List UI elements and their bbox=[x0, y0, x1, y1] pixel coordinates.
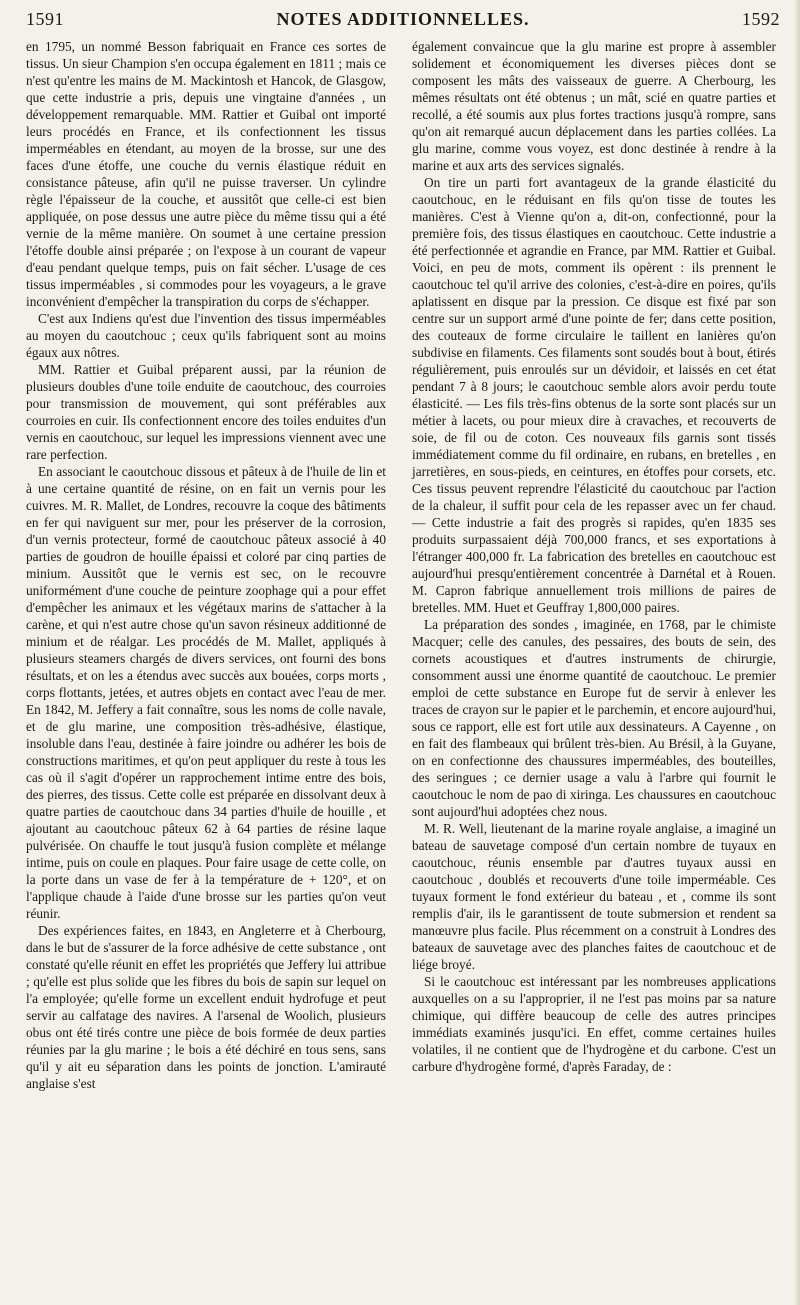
running-title: NOTES ADDITIONNELLES. bbox=[276, 8, 530, 29]
left-column bbox=[26, 38, 386, 1092]
paragraph: également convaincue que la glu marine est propre à assembler solidement et économiquement les diverses pièces dont se composent les mâts des vaisseaux de guerre. A Cherbourg, les mêmes résultats ont été obtenus ; un mât, scié en quatre parties et recollé, a été soumis aux plus fortes tractions jusqu'à rompre, sans qu'on ait remarqué aucun déplacement dans les parties collées. La glu marine, comme vous voyez, est donc destinée à rendre à la marine et aux arts des services signalés. bbox=[412, 39, 776, 173]
paragraph: Si le caoutchouc est intéressant par les nombreuses applications auxquelles on a su l'approprier, il ne l'est pas moins par sa nature chimique, qui diffère beaucoup de celle des autres principes immédiats examinés jusqu'ici. En effet, comme certaines huiles volatiles, il ne contient que de l'hydrogène et du carbone. C'est un carbure d'hydrogène formé, d'après Faraday, de : bbox=[412, 974, 776, 1074]
paragraph: En associant le caoutchouc dissous et pâteux à de l'huile de lin et à une certaine quantité de résine, on en fait un vernis pour les cuivres. M. R. Mallet, de Londres, recouvre la coque des bâtiments en fer qui naviguent sur mer, pour les préserver de la corrosion, d'un vernis protecteur, formé de caoutchouc pâteux associé à 40 parties de goudron de houille épaissi et coloré par cinq parties de minium. Aussitôt que le vernis est sec, on le recouvre uniformément d'une couche de peinture zoophage qui a pour effet d'empêcher les animaux et les végétaux marins de s'attacher à la carène, et qui n'est autre chose qu'un savon résineux additionné de minium et de réalgar. Les procédés de M. Mallet, appliqués à plusieurs steamers chargés de divers services, ont fourni des bons résultats, et on les a étendus avec succès aux bouées, corps morts , corps flottants, jetées, et autres objets en contact avec l'eau de mer. En 1842, M. Jeffery a fait connaître, sous les noms de colle navale, et de glu marine, une composition très-adhésive, élastique, insoluble dans l'eau, destinée à faire joindre ou adhérer les bois de constructions maritimes, et qu'on peut appliquer du reste à tous les cas où il s'agit d'opérer un rapprochement intime entre des bois, des pierres, des tissus. Cette colle est préparée en dissolvant deux à quatre parties de caoutchouc dans 34 parties d'huile de houille , et ajoutant au caoutchouc pâteux 62 à 64 parties de résine laque pulvérisée. On chauffe le tout jusqu'à fusion complète et mélange intime, puis on coule en plaques. Pour faire usage de cette colle, on la porte dans un vase de fer à la température de + 120°, et on l'applique chaude à l'aide d'une brosse sur les parties qu'on veut réunir. bbox=[26, 464, 386, 921]
page-edge-shadow bbox=[794, 0, 800, 1305]
left-page-number: 1591 bbox=[26, 8, 64, 29]
paragraph: Des expériences faites, en 1843, en Angleterre et à Cherbourg, dans le but de s'assurer de la force adhésive de cette substance , ont constaté qu'elle réunit en effet les propriétés que Jeffery lui attribue ; qu'elle est plus solide que les fibres du bois de sapin sur lequel on l'a employée; qu'elle forme un excellent enduit hydrofuge et peut servir au calfatage des navires. A l'arsenal de Woolich, plusieurs obus ont été tirés contre une pièce de bois formée de deux parties réunies par la glu marine ; le bois a été déchiré en tous sens, sans qu'il y ait eu séparation dans les points de jonction. L'amirauté anglaise s'est bbox=[26, 923, 386, 1091]
paragraph: La préparation des sondes , imaginée, en 1768, par le chimiste Macquer; celle des canules, des pessaires, des bouts de sein, des cornets acoustiques et d'autres instruments de chirurgie, consomment aussi une énorme quantité de caoutchouc. Le premier emploi de cette substance en Europe fut de servir à enlever les traces de crayon sur le papier et le parchemin, et encore aujourd'hui, sous ce rapport, elle est fort utile aux dessinateurs. A Cayenne , on en fait des flambeaux qui brûlent très-bien. Au Brésil, à la Guyane, on en confectionne des chaussures imperméables, des bouteilles, des seringues ; ce dernier usage a valu à l'arbre qui fournit le caoutchouc le nom de pao di xiringa. Les chaussures en caoutchouc sont aujourd'hui adoptées chez nous. bbox=[412, 617, 776, 819]
paragraph: MM. Rattier et Guibal préparent aussi, par la réunion de plusieurs doubles d'une toile enduite de caoutchouc, des courroies pour transmission de mouvement, qui sont préférables aux courroies en cuir. Ils confectionnent encore des toiles enduites d'un vernis en caoutchouc, sur lequel les impressions viennent avec une rare perfection. bbox=[26, 362, 386, 462]
paragraph: C'est aux Indiens qu'est due l'invention des tissus imperméables au moyen du caoutchouc ; ceux qu'ils fabriquent sont au moins égaux aux nôtres. bbox=[26, 311, 386, 360]
paragraph: M. R. Well, lieutenant de la marine royale anglaise, a imaginé un bateau de sauvetage composé d'un certain nombre de tuyaux en caoutchouc, réunis ensemble par d'autres tuyaux aussi en caoutchouc , doublés et recouverts d'une toile imperméable. Ces tuyaux forment le fond extérieur du bateau , et , comme ils sont remplis d'air, ils le garantissent de toute submersion et rendent sa manœuvre plus facile. Plus récemment on a construit à Londres des bateaux de sauvetage avec des planches faites de caoutchouc et de liége broyé. bbox=[412, 821, 776, 972]
page-header bbox=[26, 6, 780, 32]
right-page-number: 1592 bbox=[741, 8, 780, 29]
paragraph: en 1795, un nommé Besson fabriquait en France ces sortes de tissus. Un sieur Champion s'en occupa également en 1811 ; mais ce n'est qu'entre les mains de M. Mackintosh et Hancok, de Glasgow, que cette industrie a pris, depuis une vingtaine d'années , un développement remarquable. MM. Rattier et Guibal ont importé leurs procédés en France, et ils confectionnent les tissus imperméables en étendant, au moyen de la brosse, sur une des faces d'une étoffe, une couche du vernis élastique réduit en consistance pâteuse, afin qu'il ne puisse traverser. Un cylindre règle l'épaisseur de la couche, et aussitôt que celle-ci est bien appliquée, on pose dessus une autre pièce du même tissu qui a été vernie de la même manière. On soumet à une certaine pression l'étoffe double ainsi préparée ; on l'expose à un courant de vapeur d'eau pendant quelque temps, puis on fait sécher. L'usage de ces tissus imperméables , si commodes pour les voyageurs, a le grave inconvénient d'empêcher la transpiration du corps de s'échapper. bbox=[26, 39, 386, 309]
right-column bbox=[412, 38, 776, 1075]
paragraph: On tire un parti fort avantageux de la grande élasticité du caoutchouc, en le réduisant en fils qu'on tisse de toutes les manières. C'est à Vienne qu'on a, dit-on, confectionné, pour la première fois, des tissus élastiques en caoutchouc. Cette industrie a été perfectionnée et agrandie en France, par MM. Rattier et Guibal. Voici, en peu de mots, comment ils opèrent : ils prennent le caoutchouc tel qu'il arrive des colonies, c'est-à-dire en poires, qu'ils aplatissent en disque par la pression. Ce disque est fixé par son centre sur un support armé d'une pointe de fer; dans cette position, des couteaux de forme circulaire le taillent en lanières qu'on subdivise en filaments. Ces filaments sont soudés bout à bout, étirés régulièrement, puis enroulés sur un dévidoir, et laissés en cet état pendant 7 à 8 jours; le caoutchouc semble alors avoir perdu toute élasticité. — Les fils très-fins obtenus de la sorte sont placés sur un métier à lacets, ou pour mieux dire à cravaches, et recouverts de soie, de fil ou de coton. Ces nouveaux fils garnis sont tissés immédiatement comme du fil ordinaire, en rubans, en bretelles , en jarretières, en sous-pieds, en ceintures, en étoffes pour corsets, etc. Ces tissus peuvent reprendre l'élasticité du caoutchouc par l'action de la chaleur, il suffit pour cela de les repasser avec un fer chaud. — Cette industrie a fait des progrès si rapides, qu'en 1835 ses produits surpassaient déjà 700,000 francs, et ses exportations à l'étranger 400,000 fr. La fabrication des bretelles en caoutchouc est aujourd'hui presqu'entièrement concentrée à Darnétal et à Rouen. M. Capron fabrique annuellement trois millions de paires de bretelles. MM. Huet et Geuffray 1,800,000 paires. bbox=[412, 175, 776, 615]
